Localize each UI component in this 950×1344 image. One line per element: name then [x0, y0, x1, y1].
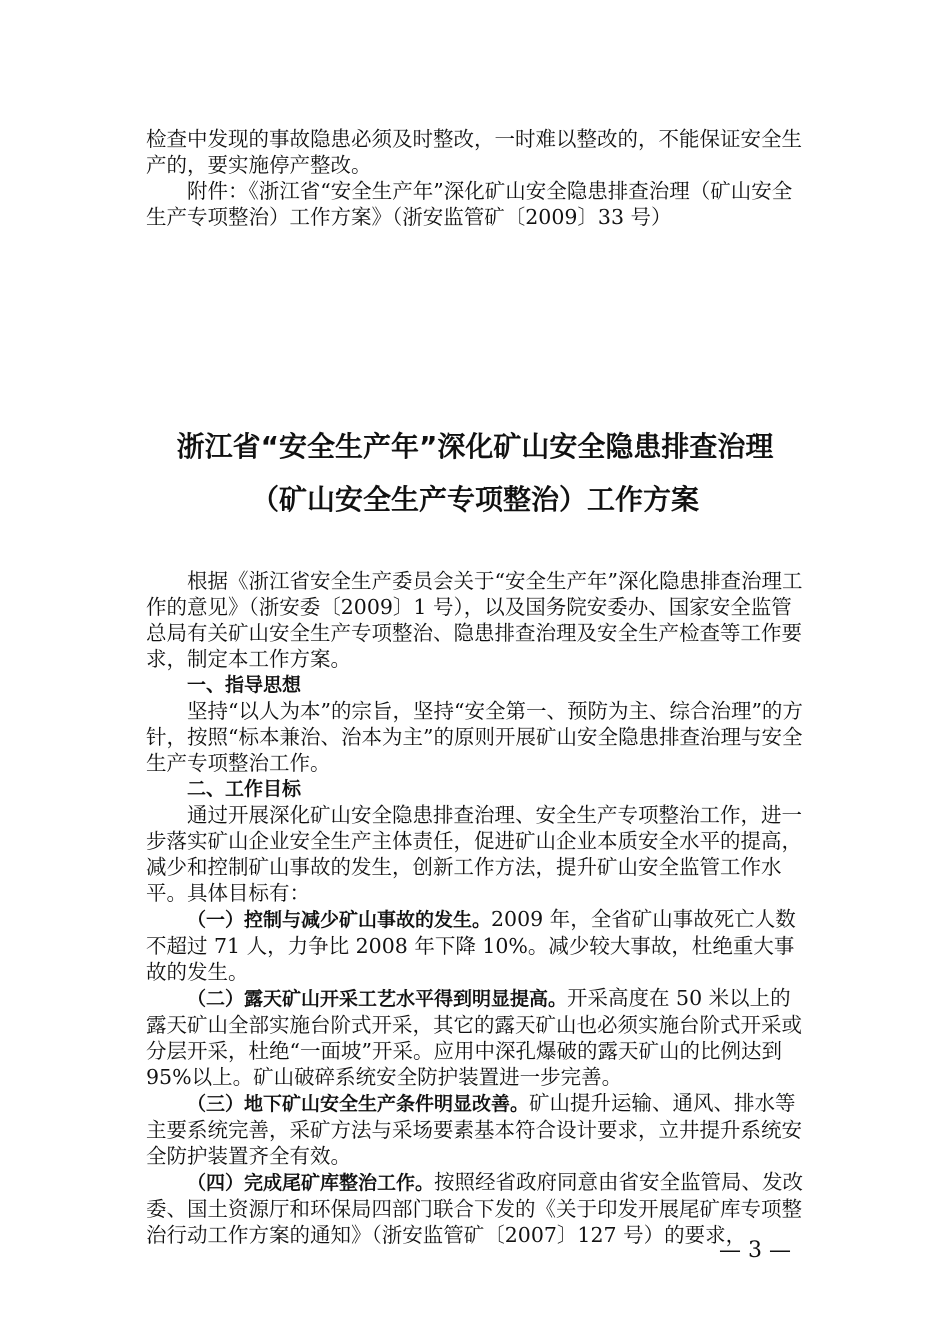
goal3-text: 矿山提升运输、通风、排水等主要系统完善，采矿方法与采场要素基本符合设计要求，立井提升系统安全防护装置齐全有效。 [146, 1091, 802, 1168]
goal1-text: 2009 年，全省矿山事故死亡人数不超过 71 人，力争比 2008 年下降 10%。减少较大事故，杜绝重大事故的发生。 [146, 907, 796, 984]
goal2-lead: （二）露天矿山开采工艺水平得到明显提高。 [187, 988, 568, 1010]
goal3-lead: （三）地下矿山安全生产条件明显改善。 [187, 1093, 530, 1115]
goal4-paragraph [146, 1169, 810, 1248]
document-title-line2: （矿山安全生产专项整治）工作方案 [250, 483, 699, 516]
goal3-paragraph [146, 1090, 810, 1169]
goal2-text: 开采高度在 50 米以上的露天矿山全部实施台阶式开采，其它的露天矿山也必须实施台阶式开采或分层开采，杜绝“一面坡”开采。应用中深孔爆破的露天矿山的比例达到 95%以上。矿山破碎系统安全防护装置进一步完善。 [146, 986, 802, 1089]
continuation-paragraph: 检查中发现的事故隐患必须及时整改，一时难以整改的，不能保证安全生产的，要实施停产整改。 [146, 127, 802, 177]
section2-heading: 二、工作目标 [187, 778, 302, 800]
intro-paragraph: 根据《浙江省安全生产委员会关于“安全生产年”深化隐患排查治理工作的意见》（浙安委〔2009〕1 号），以及国务院安委办、国家安全监管总局有关矿山安全生产专项整治、隐患排查治理及安全生产检查等工作要求，制定本工作方案。 [146, 569, 803, 671]
section1-heading: 一、指导思想 [187, 674, 302, 696]
document-body [146, 568, 810, 1248]
goal1-lead: （一）控制与减少矿山事故的发生。 [187, 909, 492, 931]
document-title-line1: 浙江省“安全生产年”深化矿山安全隐患排查治理 [176, 430, 774, 463]
section2-paragraph: 通过开展深化矿山安全隐患排查治理、安全生产专项整治工作，进一步落实矿山企业安全生产主体责任，促进矿山企业本质安全水平的提高，减少和控制矿山事故的发生，创新工作方法，提升矿山安全监管工作水平。具体目标有： [146, 803, 802, 905]
attachment-paragraph: 附件：《浙江省“安全生产年”深化矿山安全隐患排查治理（矿山安全生产专项整治）工作方案》（浙安监管矿〔2009〕33 号） [146, 179, 793, 229]
goal4-text: 按照经省政府同意由省安全监管局、发改委、国土资源厅和环保局四部门联合下发的《关于印发开展尾矿库专项整治行动工作方案的通知》（浙安监管矿〔2007〕127 号）的要求， [146, 1170, 804, 1247]
goal2-paragraph [146, 985, 810, 1090]
section1-paragraph: 坚持“以人为本”的宗旨，坚持“安全第一、预防为主、综合治理”的方针，按照“标本兼治、治本为主”的原则开展矿山安全隐患排查治理与安全生产专项整治工作。 [146, 699, 803, 775]
goal4-lead: （四）完成尾矿库整治工作。 [187, 1172, 435, 1194]
page-number: — 3 — [719, 1238, 791, 1263]
goal1-paragraph [146, 906, 810, 985]
continuation-text [146, 126, 810, 230]
